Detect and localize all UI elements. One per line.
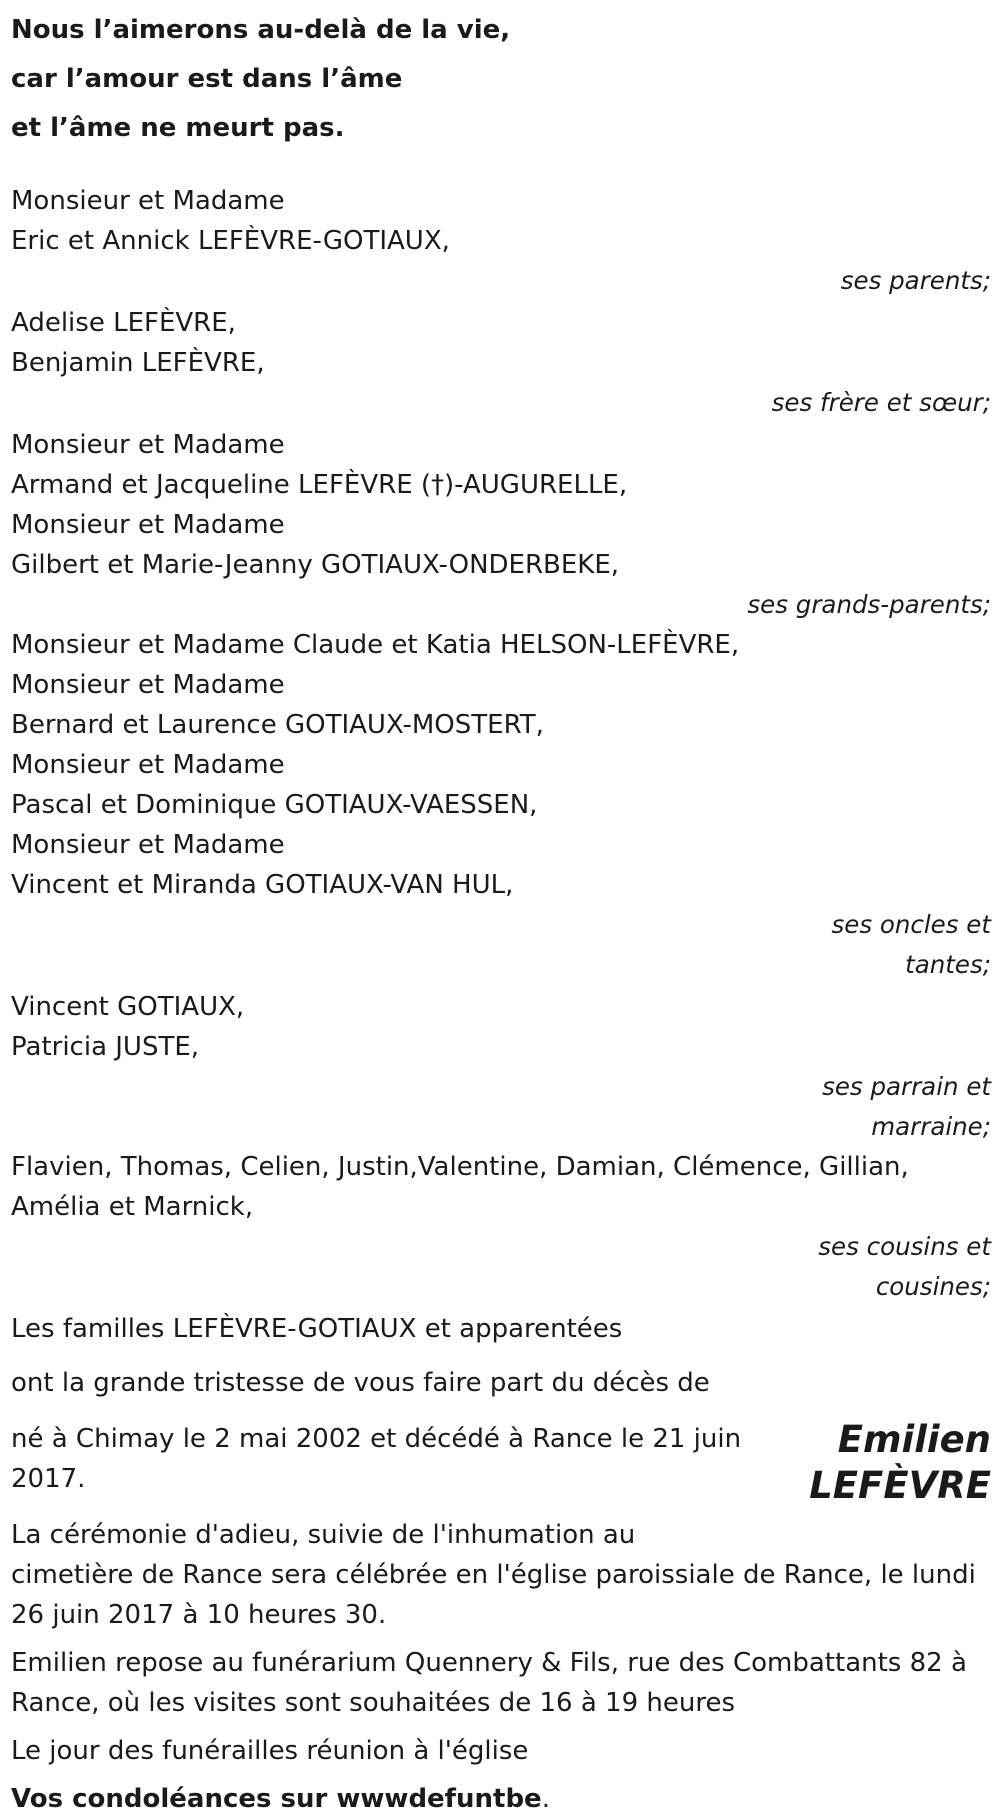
relation-label: tantes; bbox=[905, 950, 991, 979]
relation-label: ses cousins et bbox=[818, 1232, 991, 1261]
dates-line: né à Chimay le 2 mai 2002 et décédé à Rance le 21 juin bbox=[11, 1424, 742, 1454]
funeral-home-line: Emilien repose au funérarium Quennery & Fils, rue des Combattants 82 à bbox=[11, 1648, 967, 1678]
siblings-block bbox=[11, 303, 991, 423]
family-line: Amélia et Marnick, bbox=[11, 1192, 254, 1222]
deceased-first-name: Emilien bbox=[837, 1418, 991, 1461]
relation-label: ses oncles et bbox=[831, 910, 991, 939]
family-line: Vincent GOTIAUX, bbox=[11, 992, 245, 1022]
intro-quote bbox=[11, 6, 991, 153]
family-line: Monsieur et Madame Claude et Katia HELSON-LEFÈVRE, bbox=[11, 630, 740, 660]
intro-line: Nous l’aimerons au-delà de la vie, bbox=[11, 15, 511, 45]
meeting-line: Le jour des funérailles réunion à l'église bbox=[11, 1736, 529, 1766]
family-line: Adelise LEFÈVRE, bbox=[11, 308, 236, 338]
condolences-period: . bbox=[541, 1784, 550, 1814]
family-line: Monsieur et Madame bbox=[11, 750, 285, 780]
families-line: Les familles LEFÈVRE-GOTIAUX et apparentées bbox=[11, 1314, 623, 1344]
relation-label: ses parrain et bbox=[822, 1072, 991, 1101]
family-line: Patricia JUSTE, bbox=[11, 1032, 200, 1062]
family-line: Monsieur et Madame bbox=[11, 430, 285, 460]
deceased-section bbox=[11, 1419, 991, 1507]
family-line: Gilbert et Marie-Jeanny GOTIAUX-ONDERBEKE, bbox=[11, 550, 620, 580]
family-line: Monsieur et Madame bbox=[11, 186, 285, 216]
family-line: Monsieur et Madame bbox=[11, 830, 285, 860]
relation-label: ses parents; bbox=[840, 266, 991, 295]
ceremony-line: 26 juin 2017 à 10 heures 30. bbox=[11, 1600, 387, 1630]
cousins-block bbox=[11, 1147, 991, 1307]
parents-block bbox=[11, 181, 991, 301]
family-line: Armand et Jacqueline LEFÈVRE (†)-AUGURELLE, bbox=[11, 470, 628, 500]
family-line: Vincent et Miranda GOTIAUX-VAN HUL, bbox=[11, 870, 514, 900]
intro-line: car l’amour est dans l’âme bbox=[11, 64, 403, 94]
uncles-block bbox=[11, 625, 991, 985]
deceased-name bbox=[809, 1417, 991, 1509]
ceremony-line: La cérémonie d'adieu, suivie de l'inhumation au bbox=[11, 1520, 636, 1550]
godparents-block bbox=[11, 987, 991, 1147]
ceremony-paragraph bbox=[11, 1515, 991, 1635]
dates-line: 2017. bbox=[11, 1464, 86, 1494]
family-line: Monsieur et Madame bbox=[11, 670, 285, 700]
family-line: Bernard et Laurence GOTIAUX-MOSTERT, bbox=[11, 710, 544, 740]
family-line: Flavien, Thomas, Celien, Justin,Valentine, Damian, Clémence, Gillian, bbox=[11, 1152, 909, 1182]
relation-label: ses frère et sœur; bbox=[771, 388, 991, 417]
announcement-text: ont la grande tristesse de vous faire part du décès de bbox=[11, 1368, 710, 1398]
birth-death-dates bbox=[11, 1419, 771, 1499]
relation-label: cousines; bbox=[875, 1272, 991, 1301]
meeting-paragraph bbox=[11, 1731, 991, 1771]
deceased-last-name: LEFÈVRE bbox=[809, 1464, 991, 1507]
funeral-home-paragraph bbox=[11, 1643, 991, 1723]
intro-line: et l’âme ne meurt pas. bbox=[11, 113, 345, 143]
condolences-paragraph bbox=[11, 1779, 991, 1819]
family-list bbox=[11, 181, 991, 1403]
relation-label: ses grands-parents; bbox=[747, 590, 991, 619]
obituary-page bbox=[11, 6, 991, 1819]
grandparents-block bbox=[11, 425, 991, 625]
condolences-link[interactable]: Vos condoléances sur wwwdefuntbe bbox=[11, 1784, 542, 1814]
funeral-home-line: Rance, où les visites sont souhaitées de 16 à 19 heures bbox=[11, 1688, 736, 1718]
ceremony-line: cimetière de Rance sera célébrée en l'église paroissiale de Rance, le lundi bbox=[11, 1560, 976, 1590]
family-line: Monsieur et Madame bbox=[11, 510, 285, 540]
condolences-line bbox=[11, 1779, 991, 1819]
family-line: Eric et Annick LEFÈVRE-GOTIAUX, bbox=[11, 226, 450, 256]
family-line: Benjamin LEFÈVRE, bbox=[11, 348, 265, 378]
family-line: Pascal et Dominique GOTIAUX-VAESSEN, bbox=[11, 790, 538, 820]
relation-label: marraine; bbox=[871, 1112, 991, 1141]
